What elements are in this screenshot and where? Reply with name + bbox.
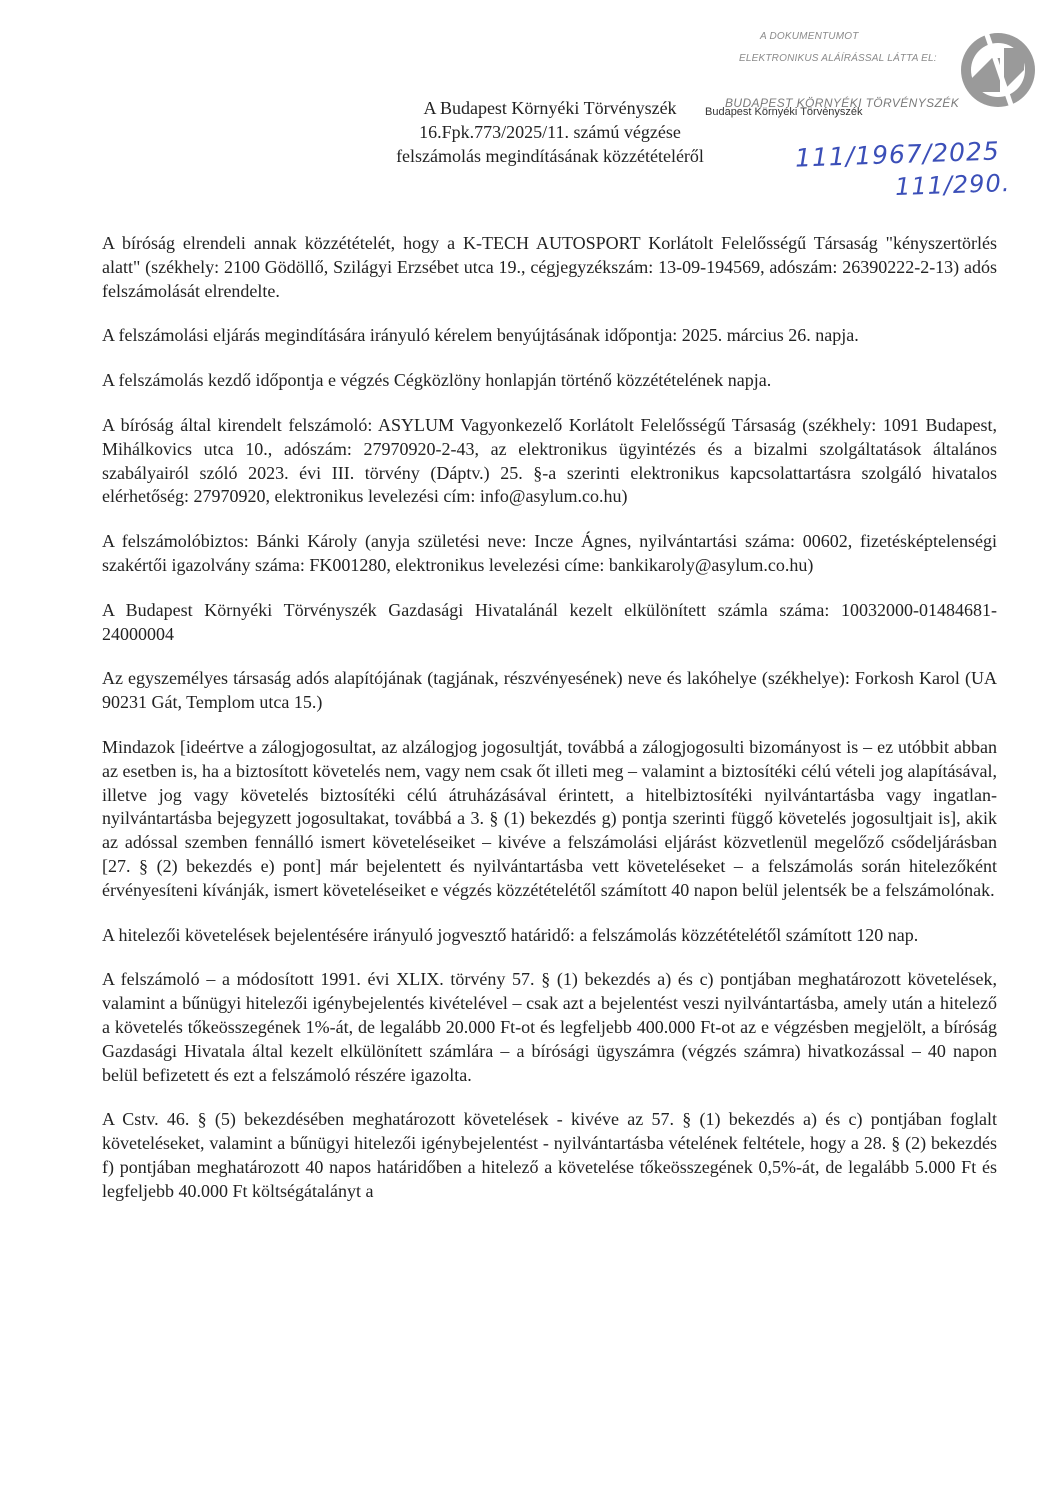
stamp-court-name: Budapest Környéki Törvényszék [705, 106, 863, 118]
court-emblem-icon [958, 30, 1038, 110]
handwritten-reference-number: 111/1967/2025 [794, 136, 1001, 173]
document-title [350, 96, 750, 168]
paragraph-deadline: A hitelezői követelések bejelentésére irányuló jogvesztő határidő: a felszámolás közzétételétől számított 120 nap. [102, 924, 919, 945]
title-case-number: 16.Fpk.773/2025/11. számú végzése [419, 122, 681, 142]
stamp-line-1: A DOKUMENTUMOT [760, 31, 859, 42]
paragraph-liquidation-commissioner: A felszámolóbiztos: Bánki Károly (anyja születési neve: Incze Ágnes, nyilvántartási száma: 00602, fizetésképtelenségi szakértői igazolvány száma: FK001280, elektronikus levelezési címe: bankikaroly@asylum.co.hu) [102, 531, 997, 575]
title-subject: felszámolás megindításának közzétételéről [396, 146, 704, 166]
handwritten-sub-reference: 111/290. [894, 168, 1011, 202]
paragraph-account-number: A Budapest Környéki Törvényszék Gazdasági Hivatalánál kezelt elkülönített számla száma: 10032000-01484681-24000004 [102, 599, 997, 644]
paragraph-liquidation-order: A bíróság elrendeli annak közzétételét, hogy a K-TECH AUTOSPORT Korlátolt Felelősségű Társaság "kényszertörlés alatt" (székhely: 2100 Gödöllő, Szilágyi Erzsébet utca 19., cégjegyzékszám: 13-09-194569, adószám: 26390222-2-13) adós felszámolását elrendelte. [102, 233, 997, 301]
paragraph-filing-date: A felszámolási eljárás megindítására irányuló kérelem benyújtásának időpontja: 2025. március 26. napja. [102, 325, 859, 346]
title-court-name: A Budapest Környéki Törvényszék [423, 98, 677, 118]
paragraph-start-date: A felszámolás kezdő időpontja e végzés Cégközlöny honlapján történő közzétételének napja. [102, 370, 772, 391]
paragraph-creditor-claims: Mindazok [ideértve a zálogjogosultat, az alzálogjog jogosultját, továbbá a zálogjogosulti bizományost is – ez utóbbit abban az esetben is, ha a biztosított követelés nem, vagy nem csak őt illeti meg – valamint a biztosítéki célú vételi jog alapításával, illetve jog vagy követelés biztosítéki célú átruházásával érintett, a hitelbiztosítéki nyilvántartásba vagy ingatlan-nyilvántartásba bejegyzett jogosultakat, továbbá a 3. § (1) bekezdés g) pontja szerinti függő követelés jogosultjait is], akik az adóssal szemben fennálló ismert követeléseiket – kivéve a felszámolási eljárást közvetlenül megelőző csődeljárásban [27. § (2) bekezdés e) pont] már bejelentett és nyilvántartásba vett követeléseket – a felszámolás során hitelezőként érvényesíteni kívánják, ismert követeléseiket e végzés közzétételétől számított 40 napon belül jelentsék be a felszámolónak. [102, 736, 997, 900]
stamp-line-2: ELEKTRONIKUS ALÁÍRÁSSAL LÁTTA EL: [739, 53, 937, 64]
paragraph-liquidator: A bíróság által kirendelt felszámoló: ASYLUM Vagyonkezelő Korlátolt Felelősségű Társaság (székhely: 1091 Budapest, Mihálkovics utca 10., adószám: 27970920-2-43, az elektronikus ügyintézés és a bizalmi szolgáltatások általános szabályairól szóló 2023. évi III. törvény (Dáptv.) 25. §-a szerinti elektronikus kapcsolattartásra szolgáló hivatalos elérhetőség: 27970920, elektronikus levelezési cím: info@asylum.co.hu) [102, 414, 997, 507]
paragraph-registration-fee: A felszámoló – a módosított 1991. évi XLIX. törvény 57. § (1) bekezdés a) és c) pontjában meghatározott követelések, valamint a bűnügyi hitelezői igénybejelentés kivételével – csak azt a bejelentést veszi nyilvántartásba, amely után a hitelező a követelés tőkeösszegének 1%-át, de legalább 20.000 Ft-ot és legfeljebb 400.000 Ft-ot az e végzésben megjelölt, a bíróság Gazdasági Hivatala által kezelt elkülönített számlára – a bírósági ügyszámra (végzés számra) hivatkozással – 40 napon belül befizetett és ezt a felszámoló részére igazolta. [102, 969, 997, 1085]
electronic-signature-stamp [700, 20, 1059, 140]
document-body [102, 232, 997, 1225]
paragraph-founder: Az egyszemélyes társaság adós alapítójának (tagjának, részvényesének) neve és lakóhelye (székhelye): Forkosh Karol (UA 90231 Gát, Templom utca 15.) [102, 668, 997, 713]
stamp-court-name-italic: BUDAPEST KÖRNYÉKI TÖRVÉNYSZÉK [725, 96, 960, 110]
paragraph-cost-allowance: A Cstv. 46. § (5) bekezdésében meghatározott követelések - kivéve az 57. § (1) bekezdés a) és c) pontjában foglalt követeléseket, valamint a bűnügyi hitelezői igénybejelentést - nyilvántartásba vételének feltétele, hogy a 28. § (2) bekezdés f) pontjában meghatározott 40 napos határidőben a hitelező a követelése tőkeösszegének 0,5%-át, de legalább 5.000 Ft és legfeljebb 40.000 Ft költségátalányt a [102, 1109, 997, 1201]
